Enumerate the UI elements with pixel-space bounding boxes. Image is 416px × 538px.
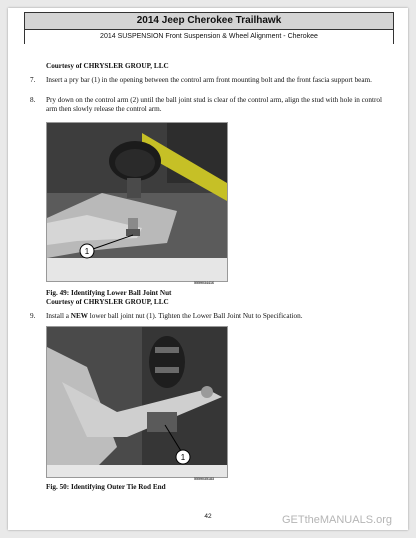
suspension-photo-50 xyxy=(47,327,227,477)
step-7 xyxy=(30,76,382,94)
figure-50-caption: Fig. 50: Identifying Outer Tie Rod End xyxy=(46,483,166,491)
header-subtitle: 2014 SUSPENSION Front Suspension & Wheel Alignment - Cherokee xyxy=(25,30,393,44)
watermark: GETtheMANUALS.org xyxy=(281,514,392,526)
step-number: 9. xyxy=(30,312,36,320)
page-number: 42 xyxy=(204,513,212,520)
figure-50-photo xyxy=(46,326,228,478)
figure-49-caption: Fig. 49: Identifying Lower Ball Joint Nut xyxy=(46,289,172,297)
callout-1-label: 1 xyxy=(180,453,186,462)
figure-49-id: 5559034416 xyxy=(194,281,214,285)
page-header xyxy=(24,12,394,44)
figure-49-courtesy: Courtesy of CHRYSLER GROUP, LLC xyxy=(46,298,169,306)
figure-50-id: 5559035183 xyxy=(194,477,214,481)
step-text xyxy=(46,312,382,321)
step-text-post: lower ball joint nut (1). Tighten the Lower Ball Joint Nut to Specification. xyxy=(87,312,303,320)
step-number: 8. xyxy=(30,96,36,104)
callout-1-label: 1 xyxy=(84,247,90,256)
step-text-bold: NEW xyxy=(70,312,88,320)
document-page xyxy=(8,8,408,530)
courtesy-text-top: Courtesy of CHRYSLER GROUP, LLC xyxy=(46,62,169,70)
step-text: Pry down on the control arm (2) until the ball joint stud is clear of the control arm, align the stud with hole in control arm then slowly release the control arm. xyxy=(46,96,382,113)
step-8 xyxy=(30,96,382,114)
figure-49-photo xyxy=(46,122,228,282)
step-text: Insert a pry bar (1) in the opening between the control arm front mounting bolt and the front fascia support beam. xyxy=(46,76,372,84)
step-text-pre: Install a xyxy=(46,312,71,320)
header-title: 2014 Jeep Cherokee Trailhawk xyxy=(25,13,393,30)
step-9 xyxy=(30,312,382,322)
step-number: 7. xyxy=(30,76,36,84)
suspension-photo-49 xyxy=(47,123,227,281)
